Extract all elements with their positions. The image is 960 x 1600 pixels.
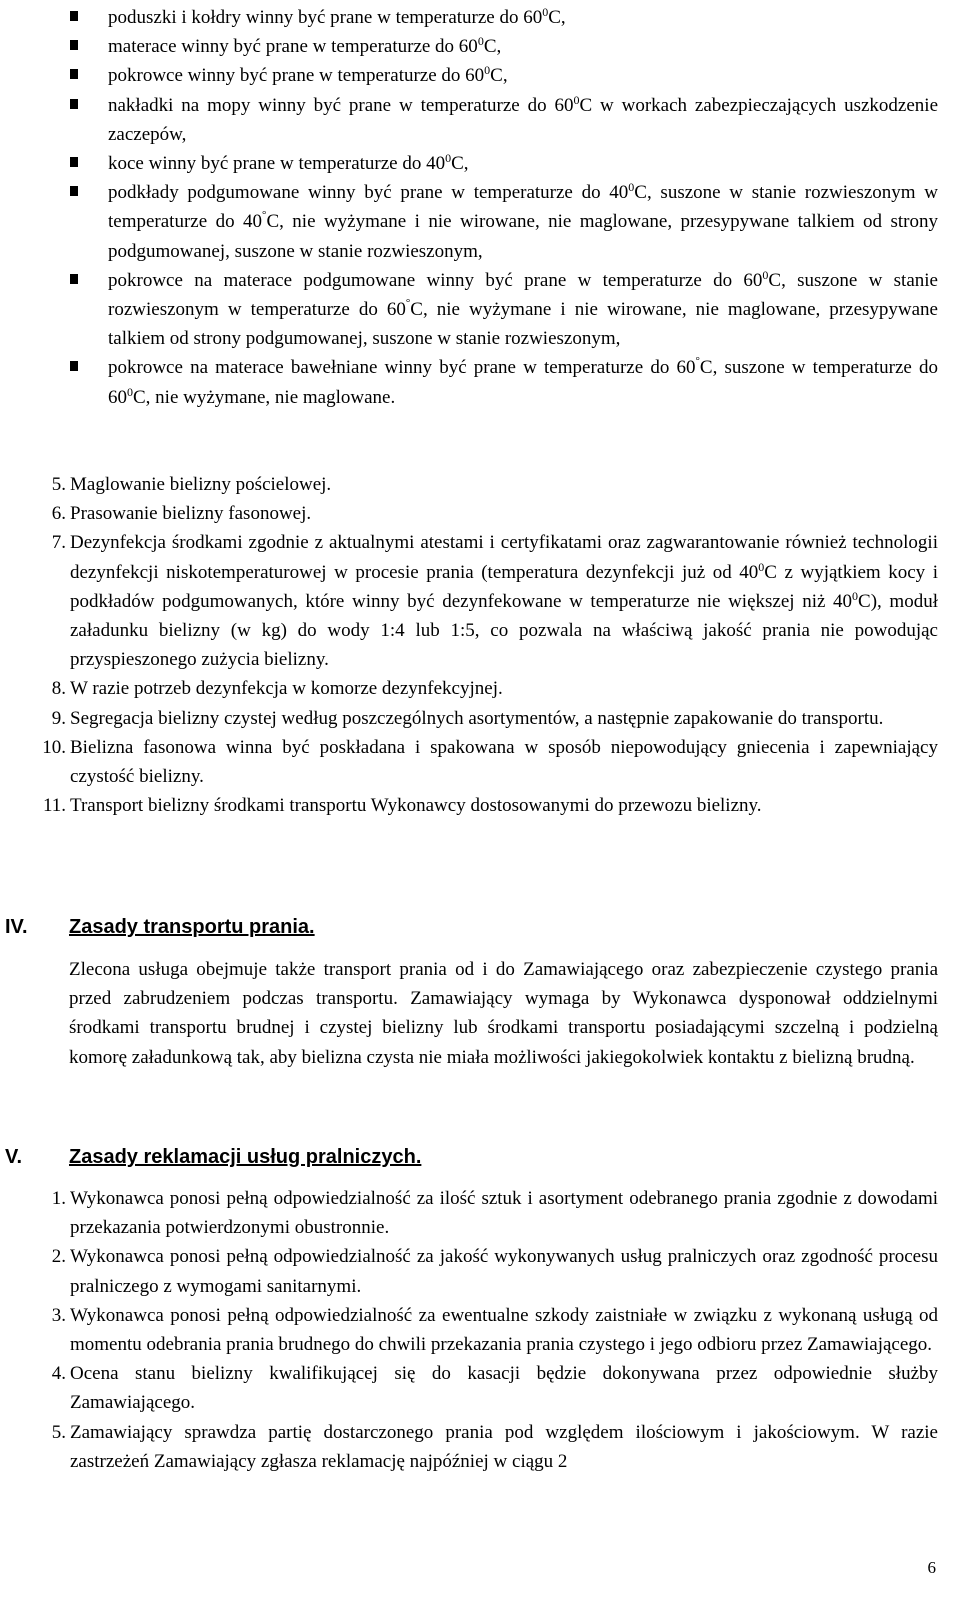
- list-item-text: W razie potrzeb dezynfekcja w komorze dezynfekcyjnej.: [70, 678, 503, 700]
- list-item-number: 8.: [51, 678, 66, 700]
- page-number: 6: [927, 1558, 936, 1577]
- bullet-item: [68, 3, 938, 32]
- list-item: [30, 704, 938, 733]
- bullet-text: pokrowce na materace podgumowane winny być prane w temperaturze do $60^0C$, suszone w stanie rozwieszonym w temperaturze do 60°C, nie wyżymane i nie wirowane, nie maglowane, przesypywane talkiem od strony podgumowanej, suszone w stanie rozwieszonym,: [108, 267, 938, 350]
- bullet-item: [68, 61, 938, 90]
- list-item-text: Wykonawca ponosi pełną odpowiedzialność za ilość sztuk i asortyment odebranego prania zgodnie z dowodami przekazania potwierdzonymi obustronnie.: [70, 1188, 938, 1239]
- list-item-number: 1.: [51, 1188, 66, 1209]
- list-item-number: 6.: [51, 503, 66, 525]
- bullet-list: [68, 3, 938, 412]
- bullet-text: nakładki na mopy winny być prane w temperaturze do $60^0C$ w workach zabezpieczających uszkodzenie zaczepów,: [108, 92, 939, 145]
- list-item: [30, 499, 938, 528]
- list-item-number: 3.: [51, 1304, 66, 1326]
- bullet-text: pokrowce na materace bawełniane winny być prane w temperaturze do 60°C, suszone w temperaturze do $60^0C$, nie wyżymane, nie maglowane.: [108, 355, 938, 408]
- list-item: [30, 791, 938, 820]
- list-item-text: Wykonawca ponosi pełną odpowiedzialność za jakość wykonywanych usług pralniczych oraz zgodność procesu pralniczego z wymogami sanitarnymi.: [70, 1246, 938, 1297]
- bullet-text: materace winny być prane w temperaturze do $60^0C$,: [108, 34, 502, 58]
- square-bullet-icon: [70, 11, 80, 23]
- bullet-text: koce winny być prane w temperaturze do $40^0C$,: [108, 151, 469, 175]
- bullet-text: podkłady podgumowane winny być prane w temperaturze do $40^0C$, suszone w stanie rozwieszonym w temperaturze do 40°C, nie wyżymane i nie wirowane, nie maglowane, przesypywane talkiem od strony podgumowanej, suszone w stanie rozwieszonym,: [108, 180, 938, 262]
- bullet-item: [68, 32, 938, 61]
- list-item-number: 5.: [51, 1421, 66, 1443]
- list-item: [30, 1242, 938, 1300]
- list-item: [30, 733, 938, 791]
- list-item-text: Bielizna fasonowa winna być poskładana i spakowana w sposób niepowodujący gniecenia i zapewniający czystość bielizny.: [70, 736, 938, 788]
- bullet-item: [68, 91, 938, 149]
- list-item: [30, 1301, 938, 1359]
- square-bullet-icon: [70, 186, 80, 198]
- list-item-number: 7.: [51, 532, 66, 554]
- list-item-text: Wykonawca ponosi pełną odpowiedzialność za ewentualne szkody zaistniałe w związku z wykonaną usługą od momentu odebrania prania brudnego do chwili przekazania prania czystego i jego odbioru przez Zamawiającego.: [70, 1304, 938, 1356]
- bullet-text: poduszki i kołdry winny być prane w temperaturze do $60^0C$,: [108, 5, 566, 28]
- square-bullet-icon: [70, 99, 80, 111]
- numbered-list-continuation: [30, 470, 938, 820]
- bullet-item: [68, 178, 938, 266]
- section-iv-title: Zasady transportu prania.: [69, 916, 315, 938]
- list-item-number: 4.: [51, 1363, 66, 1385]
- list-item: [30, 528, 938, 674]
- section-iv-number: IV.: [5, 916, 28, 938]
- list-item-text: Dezynfekcja środkami zgodnie z aktualnymi atestami i certyfikatami oraz zagwarantowanie również technologii dezynfekcji niskotemperaturowej w procesie prania (temperatura dezynfekcji już od $40^0C$ z wyjątkiem kocy i podkładów podgumowanych, które winny być dezynfekowane w temperaturze nie większej niż $40^0C$), moduł załadunku bielizny (w kg) do wody 1:4 lub 1:5, co pozwala na właściwą jakość prania nie powodując przyspieszonego zużycia bielizny.: [70, 532, 938, 671]
- section-v-title: Zasady reklamacji usług pralniczych.: [69, 1146, 422, 1168]
- list-item: [30, 674, 938, 703]
- list-item-number: 10.: [42, 736, 66, 758]
- square-bullet-icon: [70, 40, 80, 52]
- list-item: [30, 1418, 938, 1476]
- list-item-text: Zamawiający sprawdza partię dostarczonego prania pod względem ilościowym i jakościowym. W razie zastrzeżeń Zamawiający zgłasza reklamację najpóźniej w ciągu 2: [70, 1421, 938, 1472]
- bullet-item: [68, 353, 938, 411]
- bullet-text: pokrowce winny być prane w temperaturze do $60^0C$,: [108, 63, 508, 87]
- section-iv-paragraph: Zlecona usługa obejmuje także transport prania od i do Zamawiającego oraz zabezpieczenie czystego prania przed zabrudzeniem podczas transportu. Zamawiający wymaga by Wykonawca dysponował oddzielnymi środkami transportu brudnej i czystej bielizny lub środkami transportu posiadającymi szczelną i podzielną komorę załadunkową tak, aby bielizna czysta nie miała możliwości jakiegokolwiek kontaktu z bielizną brudną.: [69, 959, 938, 1068]
- list-item-text: Maglowanie bielizny pościelowej.: [70, 474, 332, 495]
- list-item: [30, 470, 938, 499]
- square-bullet-icon: [70, 361, 80, 373]
- list-item-number: 9.: [51, 707, 66, 729]
- list-item-text: Ocena stanu bielizny kwalifikującej się do kasacji będzie dokonywana przez odpowiednie służby Zamawiającego.: [70, 1363, 938, 1414]
- list-item-number: 2.: [51, 1246, 66, 1268]
- square-bullet-icon: [70, 157, 80, 169]
- list-item: [30, 1359, 938, 1417]
- list-item-number: 11.: [42, 795, 66, 817]
- section-v-number: V.: [5, 1146, 23, 1168]
- list-item-number: 5.: [51, 474, 66, 495]
- square-bullet-icon: [70, 69, 80, 81]
- bullet-item: [68, 149, 938, 178]
- complaints-list: [30, 1184, 938, 1476]
- list-item: [30, 1184, 938, 1242]
- bullet-item: [68, 266, 938, 354]
- list-item-text: Prasowanie bielizny fasonowej.: [70, 503, 312, 525]
- list-item-text: Transport bielizny środkami transportu Wykonawcy dostosowanymi do przewozu bielizny.: [70, 795, 762, 817]
- square-bullet-icon: [70, 274, 80, 286]
- list-item-text: Segregacja bielizny czystej według poszczególnych asortymentów, a następnie zapakowanie do transportu.: [70, 707, 884, 729]
